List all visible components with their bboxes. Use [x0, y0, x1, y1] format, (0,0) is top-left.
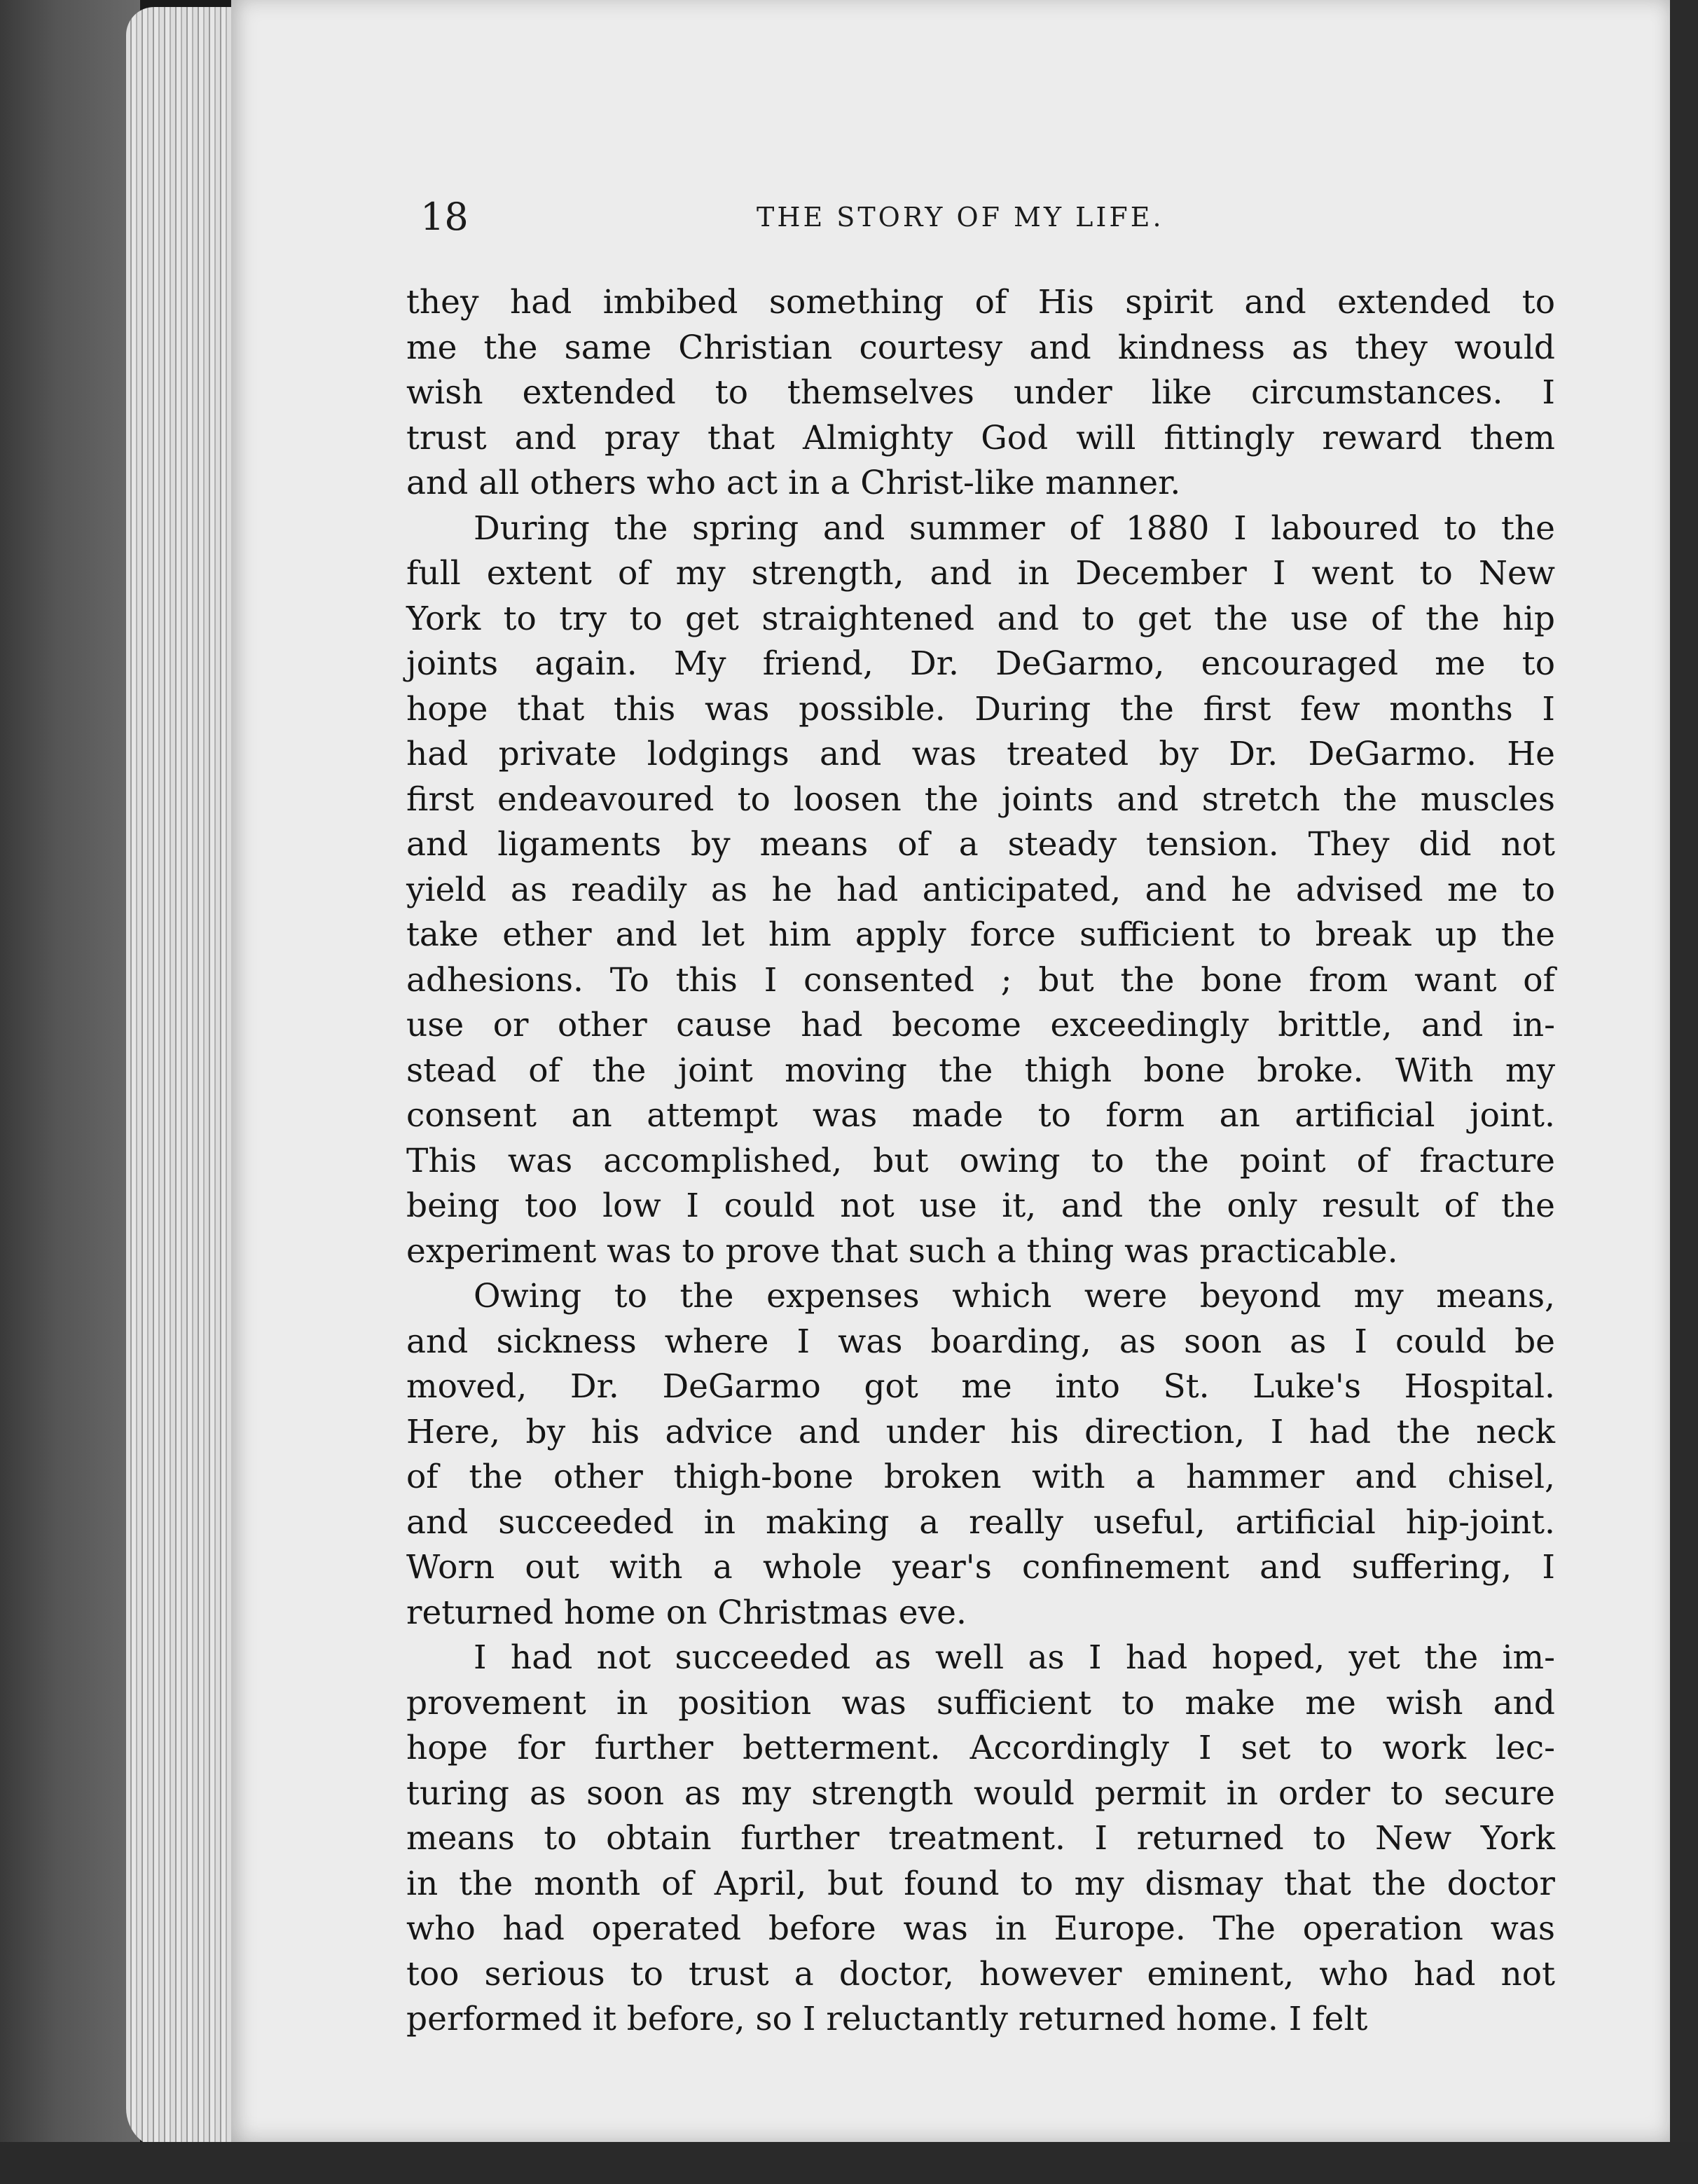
text-line: Owing to the expenses which were beyond my means, [474, 1277, 1555, 1315]
text-line: I had not succeeded as well as I had hoped, yet the im- [474, 1638, 1555, 1677]
text-line: turing as soon as my strength would permit in order to secure [406, 1774, 1555, 1813]
running-head [420, 195, 1541, 244]
text-line: had private lodgings and was treated by Dr. DeGarmo. He [406, 735, 1555, 773]
text-line: full extent of my strength, and in December I went to New [406, 554, 1555, 593]
body-text [406, 280, 1555, 2043]
text-line: This was accomplished, but owing to the point of fracture [406, 1141, 1555, 1180]
text-line: Here, by his advice and under his direction, I had the neck [406, 1412, 1555, 1451]
text-line: adhesions. To this I consented ; but the bone from want of [406, 960, 1555, 1000]
text-line: and sickness where I was boarding, as soon as I could be [406, 1322, 1555, 1361]
text-line: means to obtain further treatment. I returned to New York [406, 1819, 1555, 1858]
text-line: of the other thigh-bone broken with a hammer and chisel, [406, 1458, 1555, 1496]
text-line: take ether and let him apply force sufficient to break up the [406, 915, 1555, 954]
text-line: and succeeded in making a really useful, artificial hip-joint. [406, 1502, 1555, 1542]
text-line: hope for further betterment. Accordingly I set to work lec- [406, 1729, 1555, 1767]
text-line: moved, Dr. DeGarmo got me into St. Luke's Hospital. [406, 1367, 1555, 1406]
text-line: first endeavoured to loosen the joints and stretch the muscles [406, 780, 1555, 819]
text-line: York to try to get straightened and to get the use of the hip [406, 599, 1555, 638]
text-line: being too low I could not use it, and the only result of the [406, 1187, 1555, 1225]
paragraph [406, 506, 1555, 1275]
book-page-edges [126, 7, 245, 2150]
text-line: performed it before, so I reluctantly returned home. I felt [406, 2000, 1368, 2038]
text-line: who had operated before was in Europe. The operation was [406, 1909, 1555, 1948]
text-line: too serious to trust a doctor, however eminent, who had not [406, 1954, 1555, 1993]
text-line: consent an attempt was made to form an artificial joint. [406, 1096, 1555, 1135]
text-line: stead of the joint moving the thigh bone broke. With my [406, 1051, 1555, 1090]
text-line: me the same Christian courtesy and kindness as they would [406, 328, 1555, 367]
paragraph [406, 280, 1555, 506]
text-line: yield as readily as he had anticipated, and he advised me to [406, 870, 1555, 909]
text-line: Worn out with a whole year's confinement and suffering, I [406, 1548, 1555, 1587]
text-line: provement in position was sufficient to make me wish and [406, 1683, 1555, 1722]
running-head-title: THE STORY OF MY LIFE. [757, 202, 1164, 233]
text-line: experiment was to prove that such a thing was practicable. [406, 1231, 1398, 1271]
text-line: During the spring and summer of 1880 I laboured to the [474, 509, 1555, 548]
text-line: they had imbibed something of His spirit and extended to [406, 283, 1555, 322]
text-line: use or other cause had become exceedingly brittle, and in- [406, 1006, 1555, 1044]
text-line: trust and pray that Almighty God will fittingly reward them [406, 418, 1555, 457]
book-page [231, 0, 1670, 2150]
text-line: and ligaments by means of a steady tension. They did not [406, 825, 1555, 864]
text-line: joints again. My friend, Dr. DeGarmo, encouraged me to [406, 644, 1555, 683]
scan-background-bottom [0, 2142, 1698, 2184]
page-number: 18 [420, 195, 469, 239]
text-line: wish extended to themselves under like circumstances. I [406, 373, 1555, 412]
paragraph [406, 1274, 1555, 1636]
scan-background-right [1670, 0, 1698, 2184]
text-line: returned home on Christmas eve. [406, 1593, 967, 1632]
text-line: and all others who act in a Christ-like manner. [406, 464, 1181, 502]
text-line: hope that this was possible. During the first few months I [406, 689, 1555, 728]
text-line: in the month of April, but found to my dismay that the doctor [406, 1864, 1555, 1903]
scan-background-left [0, 0, 140, 2184]
paragraph [406, 1636, 1555, 2043]
